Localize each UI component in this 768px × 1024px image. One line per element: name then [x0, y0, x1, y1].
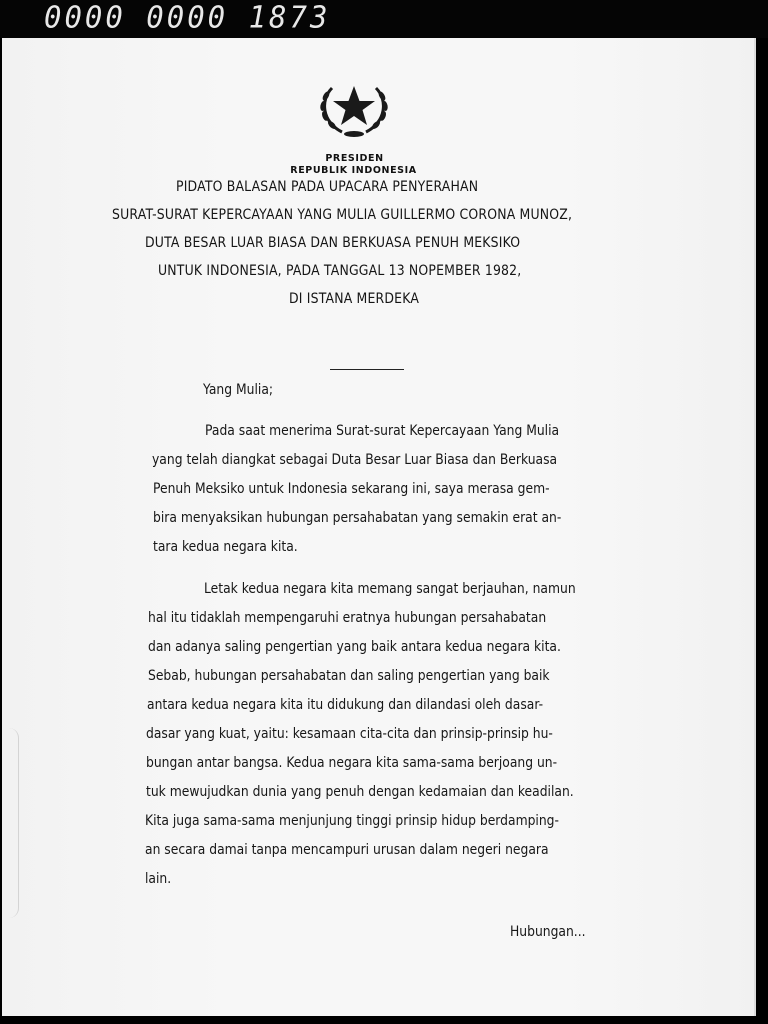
document-page [2, 38, 756, 1016]
letterhead-subtitle: REPUBLIK INDONESIA [290, 165, 417, 176]
microfilm-frame-number: 0000 0000 1873 [44, 0, 331, 35]
paragraph-line: dasar yang kuat, yaitu: kesamaan cita-cita dan prinsip-prinsip hu- [146, 726, 553, 742]
paragraph-line: lain. [145, 871, 172, 887]
paragraph-line: tuk mewujudkan dunia yang penuh dengan kedamaian dan keadilan. [146, 784, 574, 800]
paragraph-line: bira menyaksikan hubungan persahabatan yang semakin erat an- [153, 510, 562, 526]
title-line: DI ISTANA MERDEKA [289, 291, 420, 307]
paragraph-line: Sebab, hubungan persahabatan dan saling pengertian yang baik [148, 668, 550, 684]
paragraph-line: hal itu tidaklah mempengaruhi eratnya hubungan persahabatan [148, 610, 547, 626]
paragraph-line: Kita juga sama-sama menjunjung tinggi prinsip hidup berdamping- [145, 813, 559, 829]
paragraph-line: an secara damai tanpa mencampuri urusan dalam negeri negara [145, 842, 549, 858]
paragraph-line: Pada saat menerima Surat-surat Kepercayaan Yang Mulia [205, 423, 560, 439]
title-line: SURAT-SURAT KEPERCAYAAN YANG MULIA GUILLERMO CORONA MUNOZ, [112, 207, 573, 223]
page-edge-shadow [2, 728, 19, 918]
paragraph-line: antara kedua negara kita itu didukung dan dilandasi oleh dasar- [147, 697, 544, 713]
microfilm-header-strip [0, 0, 768, 38]
paragraph-line: dan adanya saling pengertian yang baik antara kedua negara kita. [148, 639, 561, 655]
title-divider [330, 369, 404, 370]
title-line: UNTUK INDONESIA, PADA TANGGAL 13 NOPEMBER 1982, [158, 263, 522, 279]
title-line: PIDATO BALASAN PADA UPACARA PENYERAHAN [176, 179, 479, 195]
paragraph-line: yang telah diangkat sebagai Duta Besar Luar Biasa dan Berkuasa [152, 452, 558, 468]
letterhead-title: PRESIDEN [325, 153, 384, 164]
continuation-catchword: Hubungan... [510, 924, 586, 940]
presidential-seal-icon [312, 74, 396, 140]
paragraph-line: Letak kedua negara kita memang sangat berjauhan, namun [204, 581, 576, 597]
title-line: DUTA BESAR LUAR BIASA DAN BERKUASA PENUH MEKSIKO [145, 235, 521, 251]
paragraph-line: tara kedua negara kita. [153, 539, 298, 555]
paragraph-line: Penuh Meksiko untuk Indonesia sekarang ini, saya merasa gem- [153, 481, 550, 497]
salutation: Yang Mulia; [203, 382, 274, 398]
paragraph-line: bungan antar bangsa. Kedua negara kita sama-sama berjoang un- [146, 755, 558, 771]
